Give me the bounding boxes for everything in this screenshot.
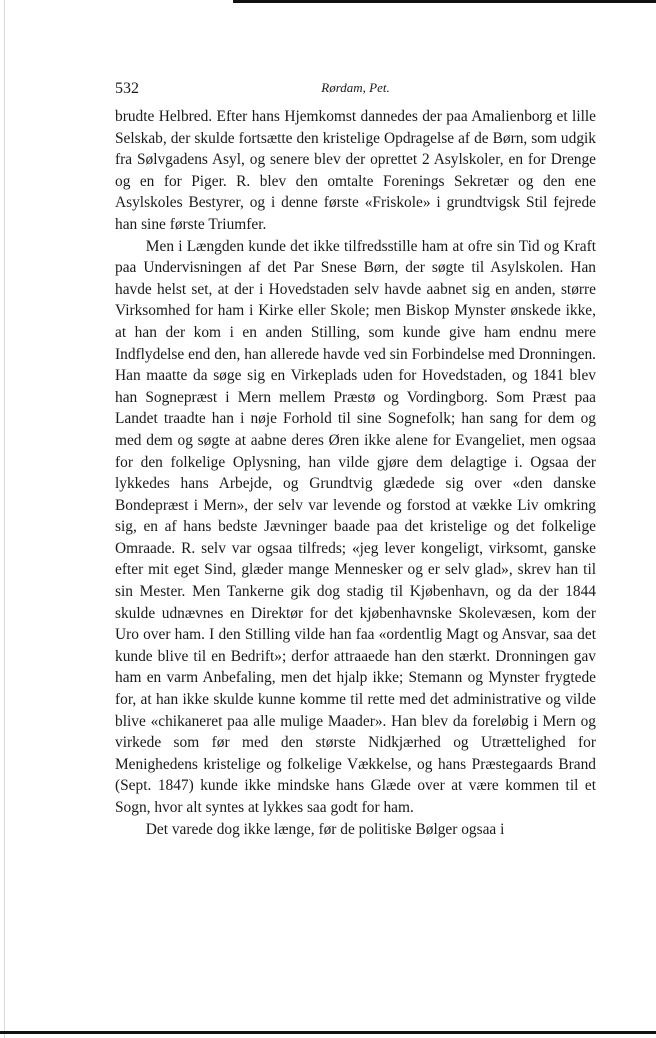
paragraph-1: brudte Helbred. Efter hans Hjemkomst dannedes der paa Amalienborg et lille Selskab, der skulde fortsætte den kristelige Opdragelse af de Børn, som udgik fra Sølvgadens Asyl, og senere blev der oprettet 2 Asylskoler, en for Drenge og en for Piger. R. blev den omtalte Forenings Sekretær og den ene Asylskoles Bestyrer, og i denne første «Friskole» i grundtvigsk Stil fejrede han sine første Triumfer. bbox=[115, 108, 596, 233]
book-page bbox=[115, 80, 596, 840]
paragraph-2: Men i Længden kunde det ikke tilfredsstille ham at ofre sin Tid og Kraft paa Undervisningen af det Par Snese Børn, der søgte til Asylskolen. Han havde helst set, at der i Hovedstaden selv havde aabnet sig en anden, større Virksomhed for ham i Kirke eller Skole; men Biskop Mynster ønskede ikke, at han der kom i en anden Stilling, som kunde give ham endnu mere Indflydelse end den, han allerede havde ved sin Forbindelse med Dronningen. Han maatte da søge sig en Virkeplads uden for Hovedstaden, og 1841 blev han Sognepræst i Mern mellem Præstø og Vordingborg. Som Præst paa Landet traadte han i nøje Forhold til sine Sognefolk; han sang for dem og med dem og søgte at aabne deres Øren ikke alene for Evangeliet, men ogsaa for den folkelige Oplysning, han vilde gjøre dem delagtige i. Ogsaa der lykkedes hans Arbejde, og Grundtvig glædede sig over «den danske Bondepræst i Mern», der selv var levende og forstod at vække Liv omkring sig, en af hans bedste Jævninger baade paa det kristelige og det folkelige Omraade. R. selv var ogsaa tilfreds; «jeg lever kongeligt, virksomt, ganske efter mit eget Sind, glæder mange Mennesker og er selv glad», skrev han til sin Mester. Men Tankerne gik dog stadig til Kjøbenhavn, og da der 1844 skulde udnævnes en Direktør for det kjøbenhavnske Skolevæsen, kom der Uro over ham. I den Stilling vilde han faa «ordentlig Magt og Ansvar, saa det kunde blive til en Bedrift»; derfor attraaede han den stærkt. Dronningen gav ham en varm Anbefaling, men det hjalp ikke; Stemann og Mynster frygtede for, at han ikke skulde kunne komme til rette med det administrative og vilde blive «chikaneret paa alle mulige Maader». Han blev da foreløbig i Mern og virkede som før med den største Nidkjærhed og Utrættelighed for Menighedens kristelige og folkelige Vækkelse, og hans Præstegaards Brand (Sept. 1847) kunde ikke mindske hans Glæde over at være kommen til et Sogn, hvor alt syntes at lykkes saa godt for ham. bbox=[115, 237, 596, 816]
left-edge-line bbox=[4, 0, 5, 1038]
page-number: 532 bbox=[115, 80, 139, 97]
top-border-line bbox=[233, 0, 656, 3]
bottom-border-line bbox=[0, 1031, 656, 1034]
paragraph-3: Det varede dog ikke længe, før de politiske Bølger ogsaa i bbox=[145, 820, 505, 838]
running-head bbox=[115, 80, 596, 106]
body-text bbox=[115, 106, 596, 840]
running-title: Rørdam, Pet. bbox=[321, 80, 390, 95]
